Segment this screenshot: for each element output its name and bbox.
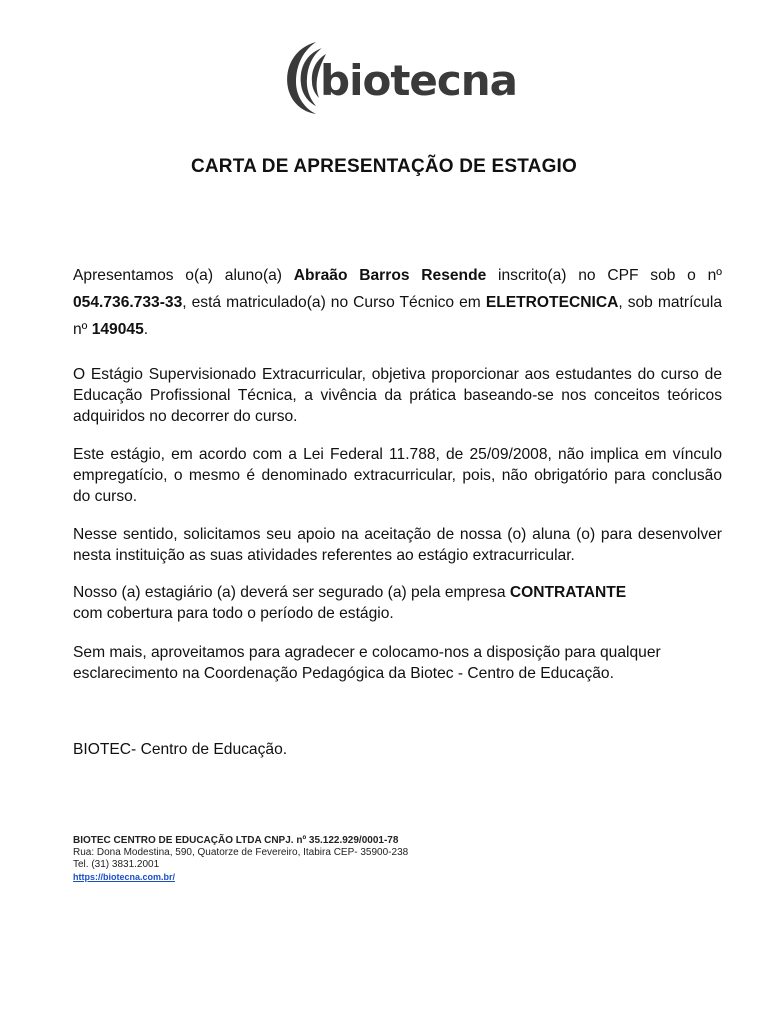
registration-number: 149045: [91, 321, 144, 338]
footer-website-link[interactable]: https://biotecna.com.br/: [73, 872, 176, 882]
footer: [73, 835, 408, 884]
biotecna-logo: [282, 38, 522, 118]
logo-wordmark: biotecna: [320, 56, 518, 105]
student-cpf: 054.736.733-33: [73, 294, 183, 311]
course-name: ELETROTECNICA: [485, 294, 619, 311]
closing-paragraph: Sem mais, aproveitamos para agradecer e colocamo-nos a disposição para qualquer esclarecimento na Coordenação Pedagógica da Biotec - Centro de Educação.: [73, 644, 661, 682]
letter-title: CARTA DE APRESENTAÇÃO DE ESTAGIO: [190, 156, 578, 177]
insurance-paragraph: Nosso (a) estagiário (a) deverá ser segurado (a) pela empresa CONTRATANTE com cobertura para todo o período de estágio.: [73, 584, 627, 622]
legal-basis-paragraph: Este estágio, em acordo com a Lei Federal 11.788, de 25/09/2008, não implica em vínculo empregatício, o mesmo é denominado extracurricular, pois, não obrigatório para conclusão do curso.: [73, 446, 722, 505]
footer-company: BIOTEC CENTRO DE EDUCAÇÃO LTDA CNPJ. nº 35.122.929/0001-78: [73, 835, 399, 846]
internship-objective-paragraph: O Estágio Supervisionado Extracurricular, objetiva proporcionar aos estudantes do curso de Educação Profissional Técnica, a vivência da prática baseando-se nos conceitos teóricos adquiridos no decorrer do curso.: [73, 366, 722, 425]
support-request-paragraph: Nesse sentido, solicitamos seu apoio na aceitação de nossa (o) aluna (o) para desenvolver nesta instituição as suas atividades referentes ao estágio extracurricular.: [73, 526, 722, 564]
signature-line: BIOTEC- Centro de Educação.: [73, 741, 288, 758]
contracting-party: CONTRATANTE: [509, 584, 627, 601]
student-name: Abraão Barros Resende: [293, 267, 487, 284]
intro-paragraph: Apresentamos o(a) aluno(a) Abraão Barros Resende inscrito(a) no CPF sob o nº 054.736.733-33, está matriculado(a) no Curso Técnico em ELETROTECNICA, sob matrícula nº 149045.: [73, 267, 723, 338]
footer-address: Rua: Dona Modestina, 590, Quatorze de Fevereiro, Itabira CEP- 35900-238: [73, 847, 409, 858]
footer-phone: Tel. (31) 3831.2001: [73, 859, 160, 870]
